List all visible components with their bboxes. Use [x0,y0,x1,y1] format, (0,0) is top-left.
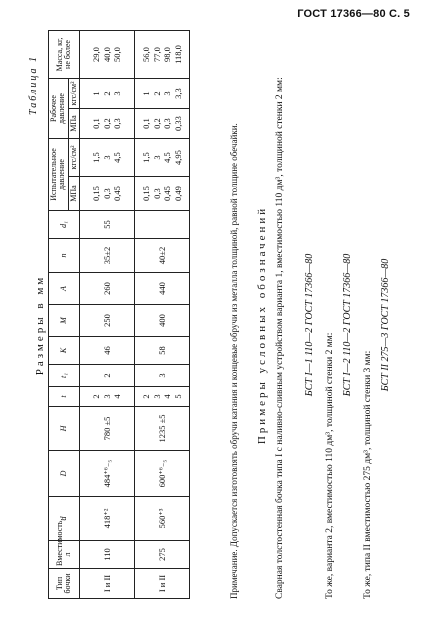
header-type: Тип бочки [49,569,80,599]
cell-value: 3 [101,394,112,399]
cell-work-mpa [80,109,135,139]
cell-K: 46 [80,337,135,365]
example-text: То же, типа II вместимостью 275 дм³, толщиной стенки 3 мм: [363,350,373,599]
cell-M: 400 [135,305,190,337]
cell-test-mpa [135,177,190,211]
cell-value: 4 [162,394,173,399]
cell-value: 77,0 [151,47,162,62]
cell-value: 0,2 [151,118,162,129]
cell-M: 250 [80,305,135,337]
cell-value: 0,45 [162,186,173,201]
cell-value: 0,3 [101,188,112,199]
table-row [80,31,135,599]
cell-work-kgf [80,79,135,109]
header-volume: Вместимость, л [49,541,80,569]
header-t: t [49,387,80,407]
header-test-kgf: кгс/см² [68,139,79,177]
cell-t [80,387,135,407]
cell-value: 1,5 [140,152,151,163]
cell-t1: 2 [80,365,135,387]
header-H: H [49,407,80,451]
cell-value: 0,3 [112,118,123,129]
header-work-mpa: МПа [68,109,79,139]
header-n: n [49,239,80,273]
cell-H: 780 ±5 [80,407,135,451]
rotated-page-content [24,37,408,605]
table-caption: Размеры в мм [34,274,46,376]
cell-d1: 55 [80,211,135,239]
cell-t1: 3 [135,365,190,387]
cell-value: 4,5 [112,152,123,163]
table-row [135,31,190,599]
cell-work-mpa [135,109,190,139]
table-label: Таблица 1 [28,55,39,115]
cell-value: 2 [101,91,112,96]
header-M: M [49,305,80,337]
cell-work-kgf [135,79,190,109]
cell-d: 560⁺³ [135,497,190,541]
example-designation: БСТ I—1 110—2 ГОСТ 17366—80 [304,253,315,397]
table-header-row [49,31,69,599]
cell-type: I и II [80,569,135,599]
cell-value: 0,45 [112,186,123,201]
cell-mass [135,31,190,79]
example-text: Сварная толстостенная бочка типа I с наливно-сливным устройством варианта 1, вместимостью 110 дм³, толщиной стенки 2 мм: [275,77,285,599]
cell-value: 3 [151,394,162,399]
header-test-pressure: Испытательное давление [49,139,69,211]
cell-A: 440 [135,273,190,305]
header-D: D [49,451,80,497]
cell-value: 0,1 [140,118,151,129]
cell-value: 50,0 [112,47,123,62]
header-work-pressure: Рабочее давление [49,79,69,139]
cell-value: 0,49 [172,186,183,201]
cell-value: 4 [112,394,123,399]
header-mass: Масса, кг, не более [49,31,80,79]
example-text: То же, варианта 2, вместимостью 110 дм³, толщиной стенки 2 мм: [325,332,335,599]
cell-value: 4,95 [172,150,183,165]
cell-value: 1,5 [91,152,102,163]
cell-value: 4,5 [162,152,173,163]
cell-test-kgf [80,139,135,177]
cell-value: 0,3 [162,118,173,129]
cell-value: 29,0 [91,47,102,62]
cell-value: 5 [172,394,183,399]
cell-value: 0,33 [172,116,183,131]
header-K: K [49,337,80,365]
cell-d1 [135,211,190,239]
cell-D: 484⁺⁶₋₅ [80,451,135,497]
cell-value: 1 [91,91,102,96]
cell-d: 418⁺² [80,497,135,541]
cell-value: 118,0 [172,45,183,64]
header-test-mpa: МПа [68,177,79,211]
cell-value: 3 [162,91,173,96]
cell-type: I и II [135,569,190,599]
cell-value: 0,1 [91,118,102,129]
table-note: Примечание. Допускается изготовлять обручи катания и концевые обручи из металла толщиной, равной толщине обечайки. [229,123,239,599]
cell-value: 3 [101,155,112,160]
cell-value: 0,2 [101,118,112,129]
cell-volume: 275 [135,541,190,569]
cell-volume: 110 [80,541,135,569]
example-designation: БСТ I—2 110—2 ГОСТ 17366—80 [342,253,353,397]
cell-D: 600⁺⁶₋₅ [135,451,190,497]
cell-value: 2 [140,394,151,399]
header-t1: t₁ [49,365,80,387]
cell-value: 56,0 [140,47,151,62]
cell-value: 3 [151,155,162,160]
cell-value: 2 [151,91,162,96]
cell-value: 98,0 [162,47,173,62]
cell-value: 3 [112,91,123,96]
page-header: ГОСТ 17366—80 С. 5 [297,8,410,20]
cell-H: 1235 ±5 [135,407,190,451]
header-d1: d₁ [49,211,80,239]
cell-value: 0,15 [91,186,102,201]
cell-value: 0,15 [140,186,151,201]
cell-test-kgf [135,139,190,177]
cell-value: 0,3 [151,188,162,199]
cell-value: 2 [91,394,102,399]
cell-t [135,387,190,407]
cell-mass [80,31,135,79]
section-title: Примеры условных обозначений [256,205,268,445]
header-A: A [49,273,80,305]
cell-value: 40,0 [101,47,112,62]
cell-test-mpa [80,177,135,211]
cell-value: 1 [140,91,151,96]
header-work-kgf: кгс/см² [68,79,79,109]
header-d: d [49,497,80,541]
cell-n: 35±2 [80,239,135,273]
cell-A: 260 [80,273,135,305]
cell-n: 40±2 [135,239,190,273]
example-designation: БСТ II 275—3 ГОСТ 17366—80 [380,258,391,392]
cell-value: 3,3 [172,88,183,99]
dimensions-table [48,30,190,599]
cell-K: 58 [135,337,190,365]
